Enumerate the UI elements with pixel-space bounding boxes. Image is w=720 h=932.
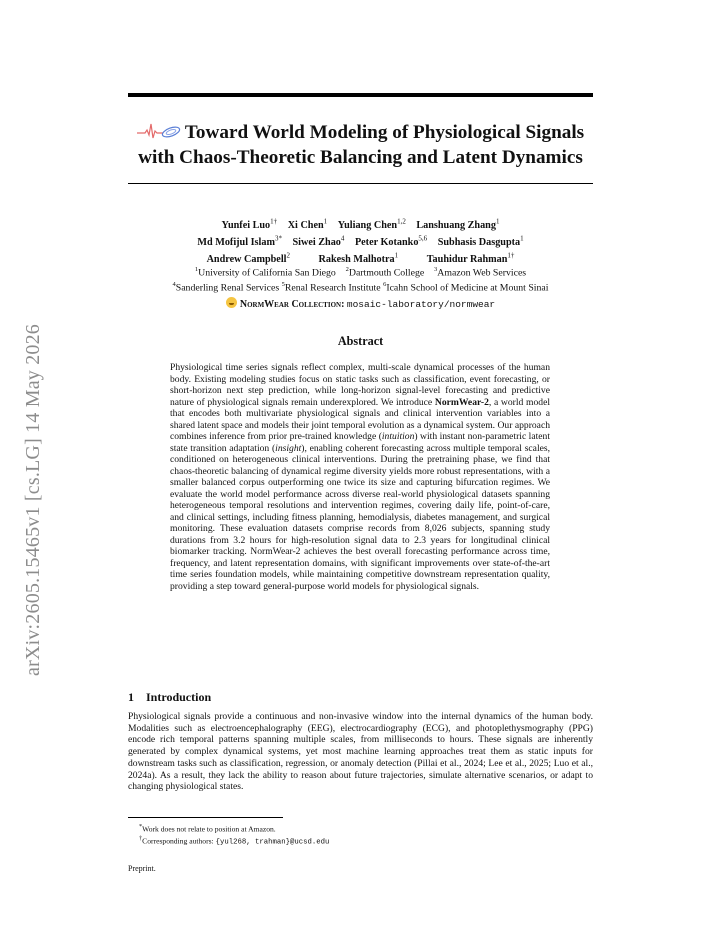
author: Peter Kotanko$^{5,6}$ [354,234,428,249]
footnote: †Corresponding authors: {yul268, trahman}@ucsd.edu [139,835,330,847]
hugging-face-icon [226,297,237,308]
author: Andrew Campbell$^2$ [206,251,290,266]
waveform-logo-icon [137,121,181,141]
abstract-heading: Abstract [337,334,384,348]
author: Rakesh Malhotra$^1$ [318,251,399,266]
footnote: *Work does not relate to position at Amazon. [139,823,276,834]
title-top-rule [128,93,593,97]
author: Md Mofijul Islam$^{3*}$ [197,234,282,249]
footnote-rule [128,817,283,818]
affiliations [118,264,603,295]
author-list [128,216,593,267]
corresponding-emails[interactable]: {yul268, trahman}@ucsd.edu [215,838,330,847]
title-bottom-rule [128,183,593,184]
author: Yuliang Chen$^{1,2}$ [337,218,406,232]
affiliation-line: $^1$University of California San Diego $^2$Dartmouth College $^3$Amazon Web Services [194,266,527,279]
collection-label: NormWear Collection: [239,299,345,310]
title-line-1: Toward World Modeling of Physiological Signals [184,122,585,143]
author: Siwei Zhao$^4$ [292,234,345,249]
author-row [128,233,593,250]
abstract-text: Physiological time series signals reflect complex, multi-scale dynamical processes of the human body. Existing modeling studies focus on static tasks such as classification, event forecasting, or short-horizon next step prediction, while long-horizon signal-level forecasting and predictive nature of physiological signals remain underexplored. We introduce NormWear-2, a world model that encodes both multivariate physiological signals and clinical intervention variables into a shared latent space and models their joint temporal evolution as a dynamical system. Our approach combines inference from prior pre-trained knowledge (intuition) with instant non-parametric latent state transition adaptation (insight), enabling coherent forecasting across multiple temporal scales, conditioned on heterogeneous clinical interventions. During the pretraining phase, we find that chaos-theoretic balancing of dynamical regime diversity yields more robust representations, with a smaller balanced corpus outperforming one twice its size and capturing bifurcation regimes. We evaluate the world model performance across diverse real-world physiological datasets spanning heterogeneous temporal resolutions and intervention regimes, covering daily life, point-of-care, and clinical settings, including fitness planning, hemodialysis, diabetes management, and surgical monitoring. These evaluation datasets comprise records from 8,026 subjects, spanning study durations from 3.2 hours for high-resolution signal data to 2.3 years for longitudinal clinical biomarker tracking. NormWear-2 achieves the best overall forecasting performance across time, frequency, and latent representation domains, with significant improvements over state-of-the-art time series foundation models, while maintaining competitive downstream representation quality, providing a step toward general-purpose world models for physiological signals. [170,362,550,592]
affiliation-line: $^4$Sanderling Renal Services $^5$Renal Research Institute $^6$Icahn School of Medicine at Mount Sinai [172,281,549,294]
paper-title [118,120,603,170]
arxiv-identifier: arXiv:2605.15465v1 [cs.LG] 14 May 2026 [22,324,44,676]
section-heading: 1 Introduction [128,690,212,704]
collection-link[interactable] [128,297,593,310]
model-name: NormWear-2 [434,396,489,408]
author: Subhasis Dasgupta$^1$ [437,234,524,249]
title-line-2: with Chaos-Theoretic Balancing and Latent Dynamics [138,147,583,168]
author-row [128,216,593,233]
author: Lanshuang Zhang$^1$ [416,218,500,232]
introduction-text: Physiological signals provide a continuous and non-invasive window into the internal dynamics of the human body. Modalities such as electroencephalography (EEG), electrocardiography (ECG), and photoplethysmography (PPG) encode rich temporal patterns spanning multiple scales, from milliseconds to hours. These signals are inherently generated by complex dynamical systems, yet most machine learning approaches treat them as static inputs for downstream tasks such as classification, regression, or anomaly detection (Pillai et al., 2024; Lee et al., 2025; Luo et al., 2024a). As a result, they lack the ability to reason about future trajectories, simulate alternative scenarios, or adapt to changing physiological states. [128,711,593,793]
author: Tauhidur Rahman$^{1\dagger}$ [426,251,515,266]
author: Yunfei Luo$^{1\dagger}$ [221,218,278,232]
author: Xi Chen$^1$ [287,218,328,232]
preprint-label: Preprint. [128,864,156,873]
collection-path[interactable]: mosaic-laboratory/normwear [346,299,496,310]
